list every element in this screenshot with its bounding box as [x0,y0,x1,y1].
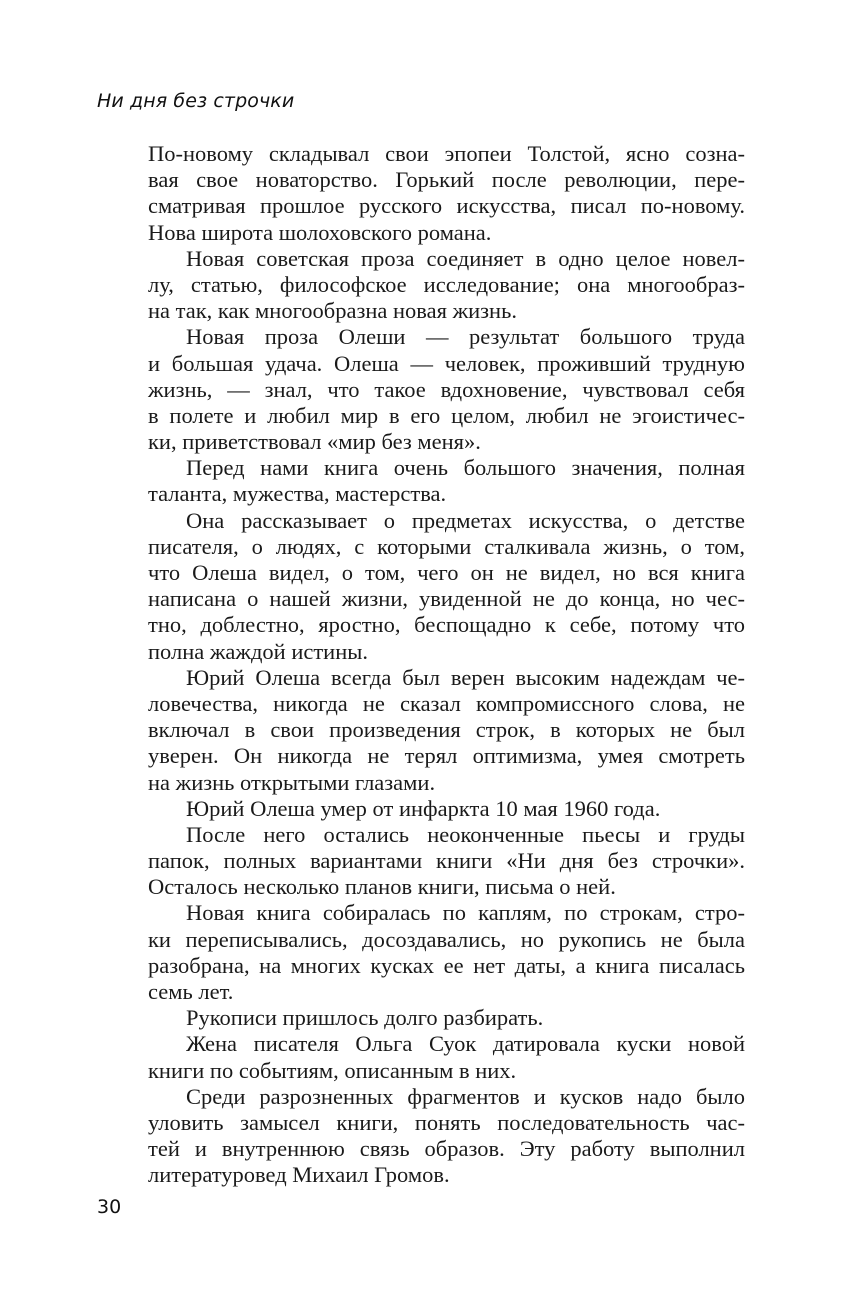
text-line: писателя, о людях, с которыми сталкивала жизнь, о том, [148,533,745,559]
text-line: что Олеша видел, о том, чего он не видел, но вся книга [148,560,745,585]
text-line: тей и внутреннюю связь образов. Эту работу выполнил [148,1136,745,1162]
text-line: Новая советская проза соединяет в одно целое новел- [186,245,745,271]
text-line: уловить замысел книги, понять последовательность час- [148,1109,745,1135]
text-line: Перед нами книга очень большого значения, полная [186,455,745,481]
text-line: полна жаждой истины. [148,638,369,664]
text-line: включал в свои произведения строк, в которых не был [148,717,745,743]
paragraph [148,1031,745,1083]
paragraph [148,508,745,665]
text-line: Осталось несколько планов книги, письма о ней. [148,874,616,900]
text-line: сматривая прошлое русского искусства, писал по-новому. [148,193,745,219]
text-line: книги по событиям, описанным в них. [148,1057,517,1083]
running-head: Ни дня без строчки [97,90,295,112]
paragraph [148,141,745,246]
paragraph [148,246,745,325]
text-line: в полете и любил мир в его целом, любил не эгоистичес- [148,402,745,428]
paragraph [148,822,745,901]
text-line: уверен. Он никогда не терял оптимизма, умея смотреть [148,743,745,769]
text-line: Новая книга собиралась по каплям, по строкам, стро- [186,900,745,926]
text-line: литературовед Михаил Громов. [148,1162,450,1188]
text-line: Среди разрозненных фрагментов и кусков надо было [186,1083,745,1109]
paragraph [148,665,745,796]
text-line: Юрий Олеша всегда был верен высоким надеждам че- [186,664,745,690]
text-line: жизнь, — знал, что такое вдохновение, чувствовал себя [148,376,745,402]
text-line: папок, полных вариантами книги «Ни дня без строчки». [148,848,745,874]
page-number: 30 [97,1196,122,1218]
text-line: Нова широта шолоховского романа. [148,219,492,245]
paragraph [148,900,745,1005]
text-line: написана о нашей жизни, увиденной не до конца, но чес- [148,586,745,612]
body-text [148,141,745,1189]
text-line: тно, доблестно, яростно, беспощадно к себе, потому что [148,612,745,638]
text-line: ловечества, никогда не сказал компромиссного слова, не [148,690,745,716]
text-line: ки, приветствовал «мир без меня». [148,429,481,455]
text-line: По-новому складывал свои эпопеи Толстой, ясно созна- [148,141,745,166]
text-line: ки переписывались, досоздавались, но рукопись не была [148,926,745,952]
paragraph [148,324,745,455]
paragraph [148,1005,745,1031]
text-line: Новая проза Олеши — результат большого труда [186,324,745,350]
text-line: семь лет. [148,979,234,1004]
text-line: таланта, мужества, мастерства. [148,481,447,507]
text-line: и большая удача. Олеша — человек, проживший трудную [148,350,745,376]
paragraph [148,1084,745,1189]
paragraph [148,455,745,507]
text-line: После него остались неоконченные пьесы и груды [186,821,745,847]
text-line: Рукописи пришлось долго разбирать. [186,1005,544,1031]
text-line: на так, как многообразна новая жизнь. [148,298,517,324]
text-line: Жена писателя Ольга Суок датировала куски новой [186,1031,745,1057]
text-line: на жизнь открытыми глазами. [148,769,436,795]
text-line: вая свое новаторство. Горький после революции, пере- [148,167,745,193]
text-line: лу, статью, философское исследование; она многообраз- [148,271,745,297]
text-line: Юрий Олеша умер от инфаркта 10 мая 1960 года. [186,795,661,821]
text-line: Она рассказывает о предметах искусства, о детстве [186,507,745,533]
text-line: разобрана, на многих кусках ее нет даты, а книга писалась [148,952,745,978]
paragraph [148,796,745,822]
